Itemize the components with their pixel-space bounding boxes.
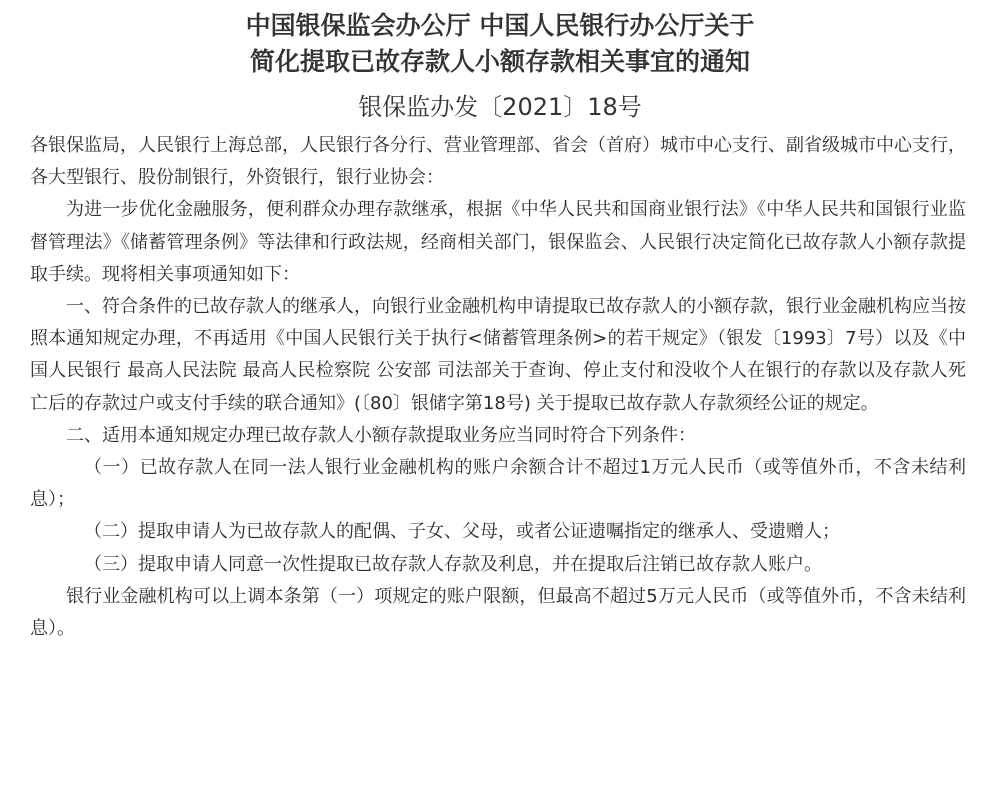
paragraph-article-2: 二、适用本通知规定办理已故存款人小额存款提取业务应当同时符合下列条件： (66, 424, 696, 446)
condition-3: （三）提取申请人同意一次性提取已故存款人存款及利息，并在提取后注销已故存款人账户。 (84, 553, 822, 575)
notice-title (0, 0, 1000, 80)
paragraph-intro: 为进一步优化金融服务，便利群众办理存款继承，根据《中华人民共和国商业银行法》《中华人民共和国银行业监督管理法》《储蓄管理条例》等法律和行政法规，经商相关部门，银保监会、人民银行决定简化已故存款人小额存款提取手续。现将相关事项通知如下： (30, 199, 966, 285)
addressees: 各银保监局，人民银行上海总部，人民银行各分行、营业管理部、省会（首府）城市中心支行、副省级城市中心支行，各大型银行、股份制银行，外资银行，银行业协会： (30, 135, 966, 189)
document-number: 银保监办发〔2021〕18号 (358, 93, 642, 121)
paragraph-article-1: 一、符合条件的已故存款人的继承人，向银行业金融机构申请提取已故存款人的小额存款，银行业金融机构应当按照本通知规定办理，不再适用《中国人民银行关于执行<储蓄管理条例>的若干规定》（银发〔1993〕7号）以及《中国人民银行 最高人民法院 最高人民检察院 公安部 司法部关于查询、停止支付和没收个人在银行的存款以及存款人死亡后的存款过户或支付手续的联合通知》(〔80〕银储字第18号) 关于提取已故存款人存款须经公证的规定。 (30, 296, 966, 414)
paragraph-closing: 银行业金融机构可以上调本条第（一）项规定的账户限额，但最高不超过5万元人民币（或等值外币，不含未结利息）。 (30, 585, 966, 640)
title-line-2: 简化提取已故存款人小额存款相关事宜的通知 (249, 47, 750, 76)
condition-1: （一）已故存款人在同一法人银行业金融机构的账户余额合计不超过1万元人民币（或等值外币，不含未结利息）； (30, 457, 966, 511)
document-body (0, 130, 1000, 645)
condition-2: （二）提取申请人为已故存款人的配偶、子女、父母，或者公证遗嘱指定的继承人、受遗赠人； (84, 521, 840, 543)
title-line-1: 中国银保监会办公厅 中国人民银行办公厅关于 (245, 11, 755, 40)
